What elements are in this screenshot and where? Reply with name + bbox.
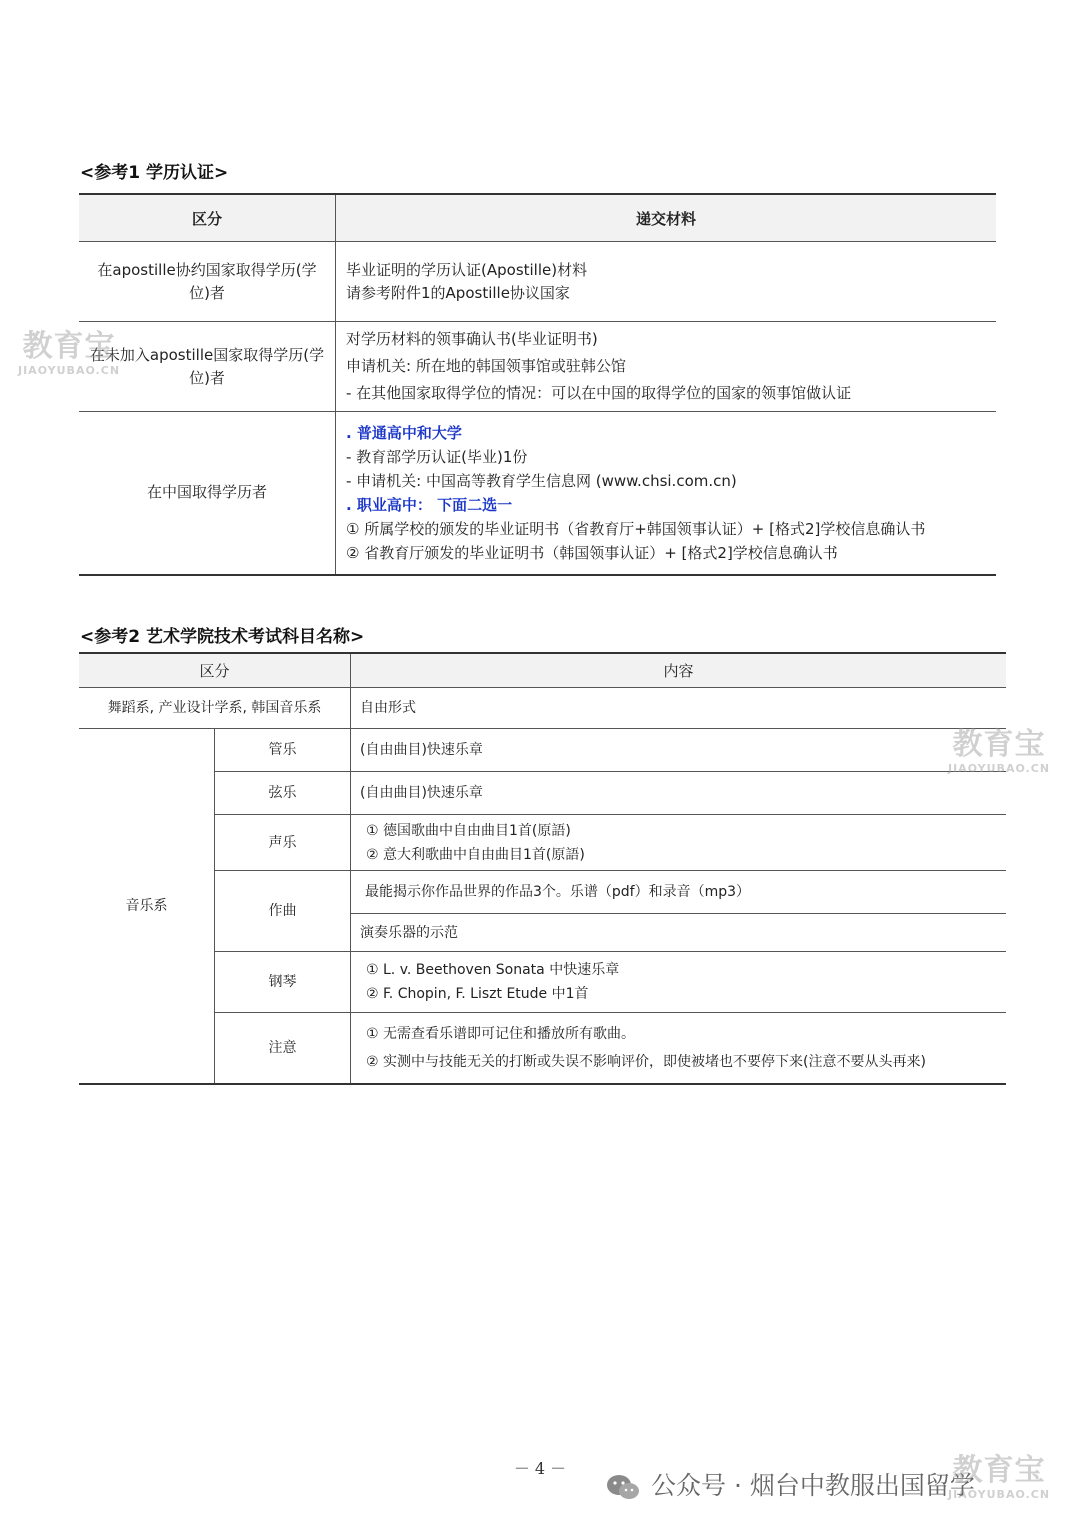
row-subcategory: 声乐 <box>215 815 351 871</box>
material-line: ② 省教育厅颁发的毕业证明书（韩国领事认证）+ [格式2]学校信息确认书 <box>346 543 838 562</box>
footer-text: 公众号 · 烟台中教服出国留学 <box>651 1471 975 1500</box>
ref1-title: <参考1 学历认证> <box>80 163 229 183</box>
watermark-logo: 教育宝 JIAOYUBAO.CN <box>18 329 121 377</box>
material-line: 请参考附件1的Apostille协议国家 <box>346 283 570 302</box>
content-line: ① L. v. Beethoven Sonata 中快速乐章 <box>366 962 620 978</box>
row-subcategory: 弦乐 <box>215 772 351 815</box>
table-row <box>79 1013 1006 1084</box>
wechat-icon <box>605 1473 641 1501</box>
row-content: (自由曲目)快速乐章 <box>351 772 1007 815</box>
row-content <box>351 1013 1007 1084</box>
row-category: 在中国取得学历者 <box>79 412 336 575</box>
header-materials: 递交材料 <box>336 194 997 242</box>
content-line: ② 意大利歌曲中自由曲目1首(原語) <box>366 846 585 863</box>
row-subcategory: 作曲 <box>215 871 351 952</box>
table-header-row <box>79 194 996 242</box>
table-row <box>79 412 996 575</box>
content-line: ② 实测中与技能无关的打断或失误不影响评价，即使被堵也不要停下来(注意不要从头再来) <box>366 1053 926 1070</box>
row-materials <box>336 322 997 412</box>
table-row <box>79 871 1006 914</box>
material-heading: . 普通高中和大学 <box>346 423 462 442</box>
row-category: 在apostille协约国家取得学历(学位)者 <box>79 242 336 322</box>
material-heading: . 职业高中： 下面二选一 <box>346 495 513 514</box>
table-row <box>79 952 1006 1013</box>
header-category: 区分 <box>79 653 351 688</box>
page-number: － 4 － <box>513 1459 567 1478</box>
row-category: 舞蹈系, 产业设计学系, 韩国音乐系 <box>79 688 351 729</box>
row-content: 最能揭示你作品世界的作品3个。乐谱（pdf）和录音（mp3） <box>351 871 1007 914</box>
row-subcategory: 管乐 <box>215 729 351 772</box>
ref2-table <box>79 652 1006 1085</box>
watermark-logo: 教育宝 JIAOYUBAO.CN <box>948 1453 1051 1501</box>
table-row <box>79 322 996 412</box>
row-materials <box>336 412 997 575</box>
material-line: - 申请机关: 中国高等教育学生信息网 (www.chsi.com.cn) <box>346 471 737 490</box>
content-line: ① 德国歌曲中自由曲目1首(原語) <box>366 822 571 839</box>
table-row <box>79 729 1006 772</box>
row-content <box>351 952 1007 1013</box>
header-category: 区分 <box>79 194 336 242</box>
header-content: 内容 <box>351 653 1007 688</box>
ref1-table <box>79 193 996 576</box>
table-row <box>79 772 1006 815</box>
ref2-title: <参考2 艺术学院技术考试科目名称> <box>80 627 365 647</box>
material-line: 对学历材料的领事确认书(毕业证明书) <box>346 330 598 348</box>
row-category: 在未加入apostille国家取得学历(学位)者 <box>79 322 336 412</box>
material-line: - 在其他国家取得学位的情况：可以在中国的取得学位的国家的领事馆做认证 <box>346 384 852 402</box>
content-line: ① 无需查看乐谱即可记住和播放所有歌曲。 <box>366 1025 635 1042</box>
material-line: - 教育部学历认证(毕业)1份 <box>346 447 528 466</box>
row-subcategory: 注意 <box>215 1013 351 1084</box>
material-line: ① 所属学校的颁发的毕业证明书（省教育厅+韩国领事认证）+ [格式2]学校信息确认书 <box>346 519 926 538</box>
material-line: 毕业证明的学历认证(Apostille)材料 <box>346 260 588 279</box>
row-materials <box>336 242 997 322</box>
music-dept-cell: 音乐系 <box>79 729 215 1084</box>
table-row <box>79 242 996 322</box>
footer-account <box>605 1466 975 1502</box>
material-line: 申请机关: 所在地的韩国领事馆或驻韩公馆 <box>346 357 626 375</box>
content-line: ② F. Chopin, F. Liszt Etude 中1首 <box>366 986 589 1002</box>
row-content: (自由曲目)快速乐章 <box>351 729 1007 772</box>
row-content: 自由形式 <box>351 688 1007 729</box>
watermark-logo: 教育宝 JIAOYUBAO.CN <box>948 727 1051 775</box>
row-content <box>351 815 1007 871</box>
row-content: 演奏乐器的示范 <box>351 914 1007 952</box>
table-row <box>79 688 1006 729</box>
row-subcategory: 钢琴 <box>215 952 351 1013</box>
table-header-row <box>79 653 1006 688</box>
table-row <box>79 815 1006 871</box>
